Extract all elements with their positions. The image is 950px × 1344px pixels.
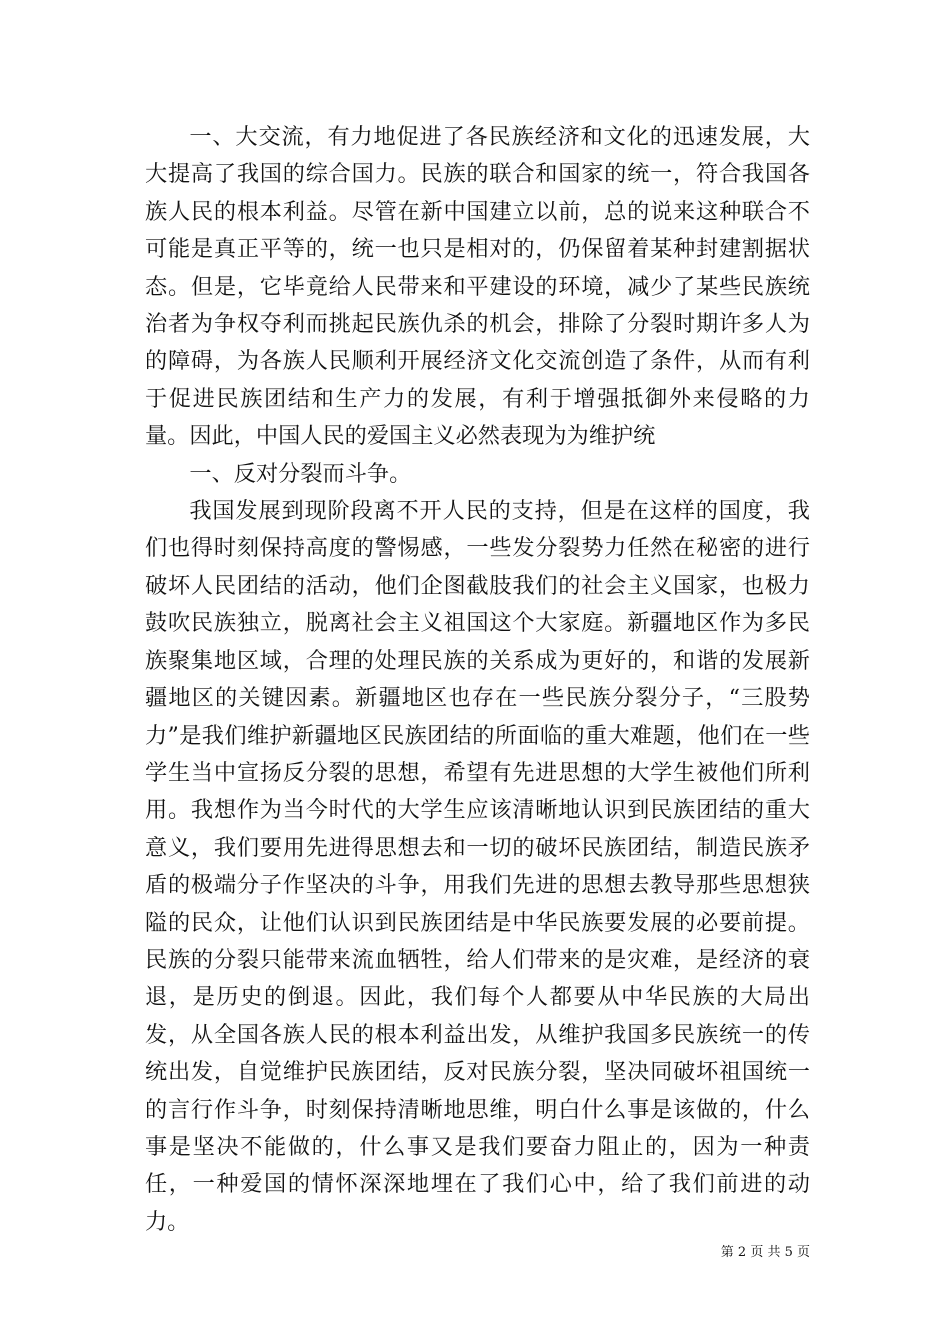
paragraph-oppose-separation: 一、反对分裂而斗争。 bbox=[189, 460, 412, 487]
page-number-footer: 第 2 页 共 5 页 bbox=[720, 1245, 810, 1260]
document-body bbox=[145, 119, 810, 1241]
paragraph-xinjiang-unity: 我国发展到现阶段离不开人民的支持，但是在这样的国度，我们也得时刻保持高度的警惕感，一些发分裂势力任然在秘密的进行破坏人民团结的活动，他们企图截肢我们的社会主义国家，也极力鼓吹民族独立，脱离社会主义祖国这个大家庭。新疆地区作为多民族聚集地区域，合理的处理民族的关系成为更好的，和谐的发展新疆地区的关键因素。新疆地区也存在一些民族分裂分子，“三股势力”是我们维护新疆地区民族团结的所面临的重大难题，他们在一些学生当中宣扬反分裂的思想，希望有先进思想的大学生被他们所利用。我想作为当今时代的大学生应该清晰地认识到民族团结的重大意义，我们要用先进得思想去和一切的破坏民族团结，制造民族矛盾的极端分子作坚决的斗争，用我们先进的思想去教导那些思想狭隘的民众，让他们认识到民族团结是中华民族要发展的必要前提。民族的分裂只能带来流血牺牲，给人们带来的是灾难，是经济的衰退，是历史的倒退。因此，我们每个人都要从中华民族的大局出发，从全国各族人民的根本利益出发，从维护我国多民族统一的传统出发，自觉维护民族团结，反对民族分裂，坚决同破坏祖国统一的言行作斗争，时刻保持清晰地思维，明白什么事是该做的，什么事是坚决不能做的，什么事又是我们要奋力阻止的，因为一种责任，一种爱国的情怀深深地埋在了我们心中，给了我们前进的动力。 bbox=[145, 498, 810, 1235]
paragraph-unity-history: 一、大交流，有力地促进了各民族经济和文化的迅速发展，大大提高了我国的综合国力。民族的联合和国家的统一，符合我国各族人民的根本利益。尽管在新中国建立以前，总的说来这种联合不可能是真正平等的，统一也只是相对的，仍保留着某种封建割据状态。但是，它毕竟给人民带来和平建设的环境，减少了某些民族统治者为争权夺利而挑起民族仇杀的机会，排除了分裂时期许多人为的障碍，为各族人民顺利开展经济文化交流创造了条件，从而有利于促进民族团结和生产力的发展，有利于增强抵御外来侵略的力量。因此，中国人民的爱国主义必然表现为为维护统 bbox=[145, 124, 810, 450]
